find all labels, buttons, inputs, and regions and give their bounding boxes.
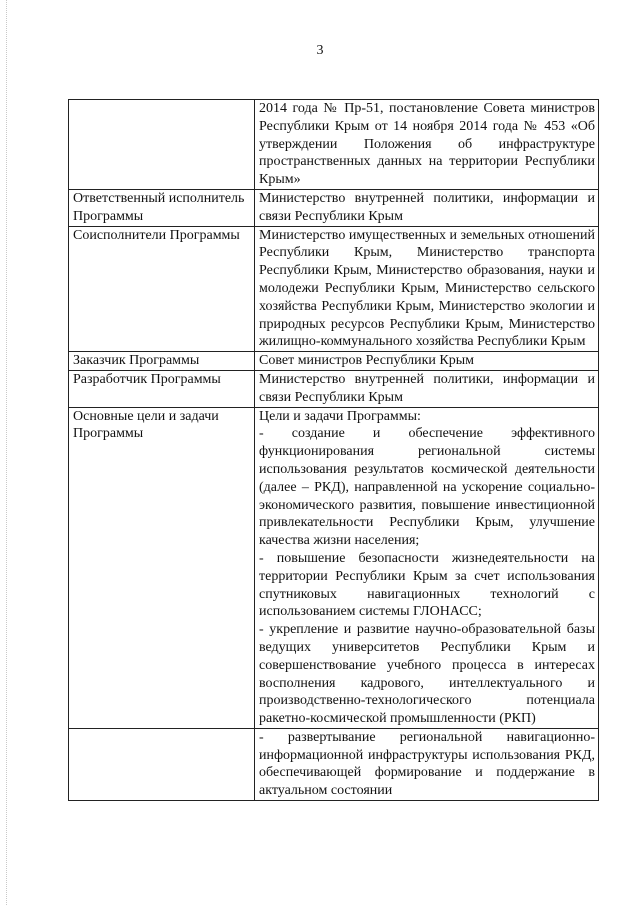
row-paragraph: - повышение безопасности жизнедеятельности на территории Республики Крым за счет использования спутниковых навигационных технологий с использованием системы ГЛОНАСС; bbox=[259, 550, 595, 620]
table-row-responsible-executor bbox=[69, 189, 599, 226]
table-row-developer bbox=[69, 370, 599, 407]
row-paragraph: - развертывание региональной навигационно-информационной инфраструктуры использования РКД, обеспечивающей формирование и поддержание в актуальном состоянии bbox=[259, 729, 595, 799]
row-value bbox=[255, 728, 599, 800]
scan-edge-mark bbox=[6, 0, 8, 905]
row-value bbox=[255, 189, 599, 226]
table-row-goals-continued bbox=[69, 728, 599, 800]
row-paragraph: Цели и задачи Программы: bbox=[259, 408, 421, 424]
row-paragraph: 2014 года № Пр-51, постановление Совета министров Республики Крым от 14 ноября 2014 года № 453 «Об утверждении Положения об инфраструктуре пространственных данных на территории Республики Крым» bbox=[259, 101, 595, 188]
row-label: Соисполнители Программы bbox=[69, 226, 255, 352]
row-value bbox=[255, 407, 599, 728]
row-value bbox=[255, 226, 599, 352]
row-label bbox=[69, 100, 255, 190]
row-label: Заказчик Программы bbox=[69, 352, 255, 371]
row-label: Разработчик Программы bbox=[69, 370, 255, 407]
row-label: Ответственный исполнитель Программы bbox=[69, 189, 255, 226]
row-label bbox=[69, 728, 255, 800]
program-passport-table bbox=[68, 99, 599, 801]
row-paragraph: Министерство внутренней политики, информации и связи Республики Крым bbox=[259, 190, 595, 224]
row-value bbox=[255, 370, 599, 407]
row-paragraph: Министерство внутренней политики, информации и связи Республики Крым bbox=[259, 371, 595, 405]
row-value bbox=[255, 100, 599, 190]
table-row-goals-and-objectives bbox=[69, 407, 599, 728]
row-value bbox=[255, 352, 599, 371]
page-number: 3 bbox=[316, 43, 324, 58]
table-row-co-executors bbox=[69, 226, 599, 352]
row-label: Основные цели и задачи Программы bbox=[69, 407, 255, 728]
table-row-continuation bbox=[69, 100, 599, 190]
row-paragraph: - укрепление и развитие научно-образовательной базы ведущих университетов Республики Крым и совершенствование учебного процесса в интересах восполнения кадрового, интеллектуального и производственно-технологического потенциала ракетно-космической промышленности (РКП) bbox=[259, 622, 595, 727]
table-row-customer bbox=[69, 352, 599, 371]
row-paragraph: - создание и обеспечение эффективного функционирования региональной системы использования результатов космической деятельности (далее – РКД), направленной на ускорение социально-экономического развития, повышение инвестиционной привлекательности Республики Крым, улучшение качества жизни населения; bbox=[259, 426, 595, 549]
row-paragraph: Совет министров Республики Крым bbox=[259, 353, 474, 369]
row-paragraph: Министерство имущественных и земельных отношений Республики Крым, Министерство транспорта Республики Крым, Министерство образования, науки и молодежи Республики Крым, Министерство сельского хозяйства Республики Крым, Министерство экологии и природных ресурсов Республики Крым, Министерство жилищно-коммунального хозяйства Республики Крым bbox=[259, 227, 595, 350]
